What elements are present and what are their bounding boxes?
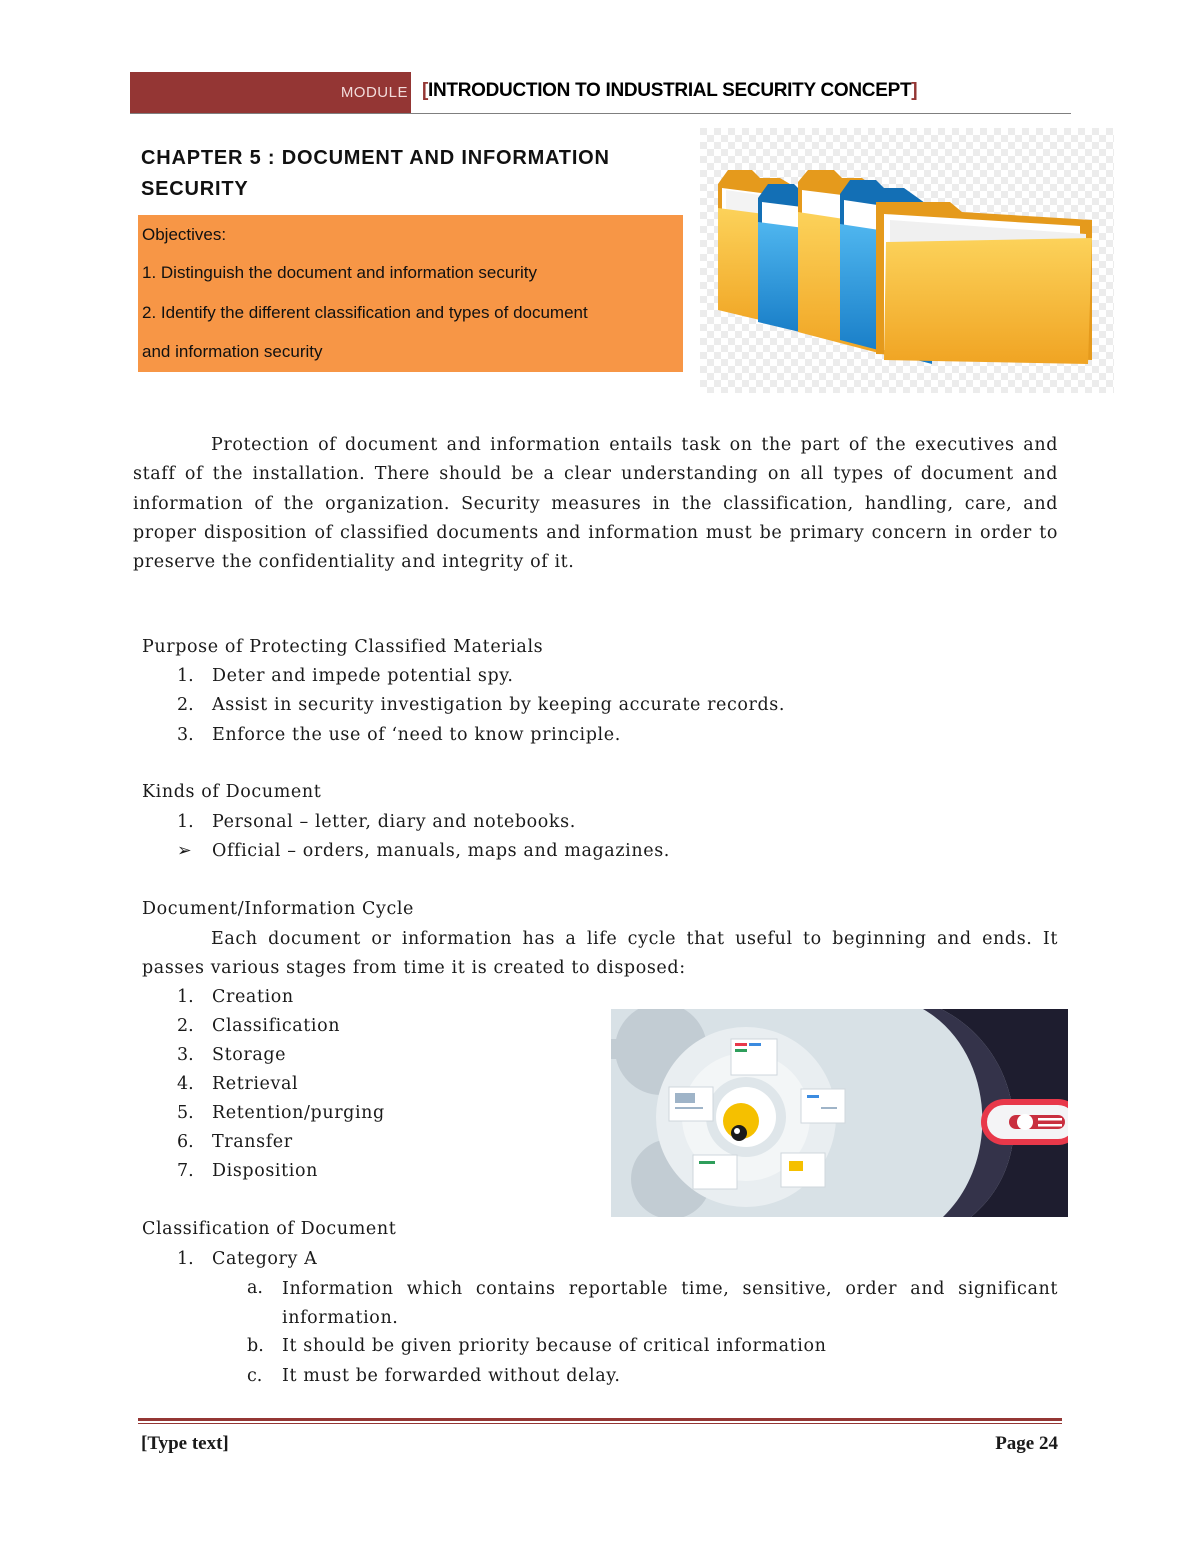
arrow-bullet-icon: ➢ — [177, 841, 192, 861]
sub-item: Information which contains reportable time, sensitive, order and significant information. — [282, 1279, 1058, 1329]
cycle-item: Classification — [212, 1016, 341, 1036]
cycle-item: Retrieval — [212, 1074, 299, 1094]
list-marker: 2. — [177, 1016, 194, 1036]
objective-item: 1. Distinguish the document and information security — [142, 263, 537, 282]
objectives-box — [138, 215, 683, 372]
objective-item: 2. Identify the different classification and types of document — [142, 303, 588, 322]
folder-icon — [876, 202, 1092, 364]
cycle-item: Storage — [212, 1045, 287, 1065]
list-marker: 3. — [177, 725, 194, 745]
list-marker: 4. — [177, 1074, 194, 1094]
sub-marker: b. — [247, 1336, 264, 1356]
sub-marker: c. — [247, 1366, 263, 1386]
purpose-item: Enforce the use of ‘need to know principle. — [212, 725, 621, 745]
chapter-title: CHAPTER 5 : DOCUMENT AND INFORMATION SECURITY — [141, 147, 610, 200]
kinds-item: Official – orders, manuals, maps and magazines. — [212, 841, 670, 861]
list-marker: 5. — [177, 1103, 194, 1123]
module-title-text: INTRODUCTION TO INDUSTRIAL SECURITY CONCEPT — [428, 80, 912, 101]
list-marker: 7. — [177, 1161, 194, 1181]
header-rule — [130, 113, 1071, 114]
page-number: Page 24 — [995, 1433, 1058, 1454]
kinds-heading: Kinds of Document — [142, 782, 322, 802]
list-marker: 1. — [177, 812, 194, 832]
folders-image — [700, 128, 1114, 393]
lock-icon — [1017, 1114, 1033, 1130]
objective-item: and information security — [142, 342, 323, 361]
kinds-item: Personal – letter, diary and notebooks. — [212, 812, 576, 832]
list-marker: 1. — [177, 1249, 194, 1269]
intro-paragraph-text: Protection of document and information entails task on the part of the executives and staff of the installation. There should be a clear understanding on all types of document and information of the organization. Security measures in the classification, handling, care, and proper disposition of classified documents and information must be primary concern in order to preserve the confidentiality and integrity of it. — [133, 435, 1058, 573]
lock-badge — [981, 1099, 1068, 1145]
sub-item: It must be forwarded without delay. — [282, 1366, 621, 1386]
cycle-paragraph-text: Each document or information has a life cycle that useful to beginning and ends. It passes various stages from time it is created to disposed: — [142, 929, 1058, 979]
module-label: MODULE — [340, 84, 408, 101]
list-marker: 6. — [177, 1132, 194, 1152]
information-cycle-image — [611, 1009, 1068, 1217]
footer-left-text: [Type text] — [141, 1433, 229, 1454]
cycle-heading: Document/Information Cycle — [142, 899, 415, 919]
purpose-item: Deter and impede potential spy. — [212, 666, 514, 686]
purpose-heading: Purpose of Protecting Classified Materials — [142, 637, 544, 657]
objectives-heading: Objectives: — [142, 225, 227, 244]
cycle-item: Transfer — [212, 1132, 293, 1152]
intro-paragraph — [133, 431, 1058, 577]
cycle-item: Creation — [212, 987, 294, 1007]
cycle-item: Retention/purging — [212, 1103, 385, 1123]
sub-item: It should be given priority because of critical information — [282, 1336, 827, 1356]
list-marker: 1. — [177, 666, 194, 686]
sub-marker: a. — [247, 1278, 263, 1298]
category-item: Category A — [212, 1249, 318, 1269]
footer-rule — [138, 1418, 1062, 1421]
list-marker: 2. — [177, 695, 194, 715]
cycle-paragraph — [142, 925, 1058, 984]
bracket-open: [ — [422, 80, 429, 101]
list-marker: 3. — [177, 1045, 194, 1065]
bracket-close: ] — [911, 80, 918, 101]
classification-heading: Classification of Document — [142, 1219, 397, 1239]
list-marker: 1. — [177, 987, 194, 1007]
purpose-item: Assist in security investigation by keeping accurate records. — [212, 695, 786, 715]
footer-rule-thin — [138, 1423, 1062, 1424]
cycle-item: Disposition — [212, 1161, 318, 1181]
module-title — [422, 80, 917, 102]
